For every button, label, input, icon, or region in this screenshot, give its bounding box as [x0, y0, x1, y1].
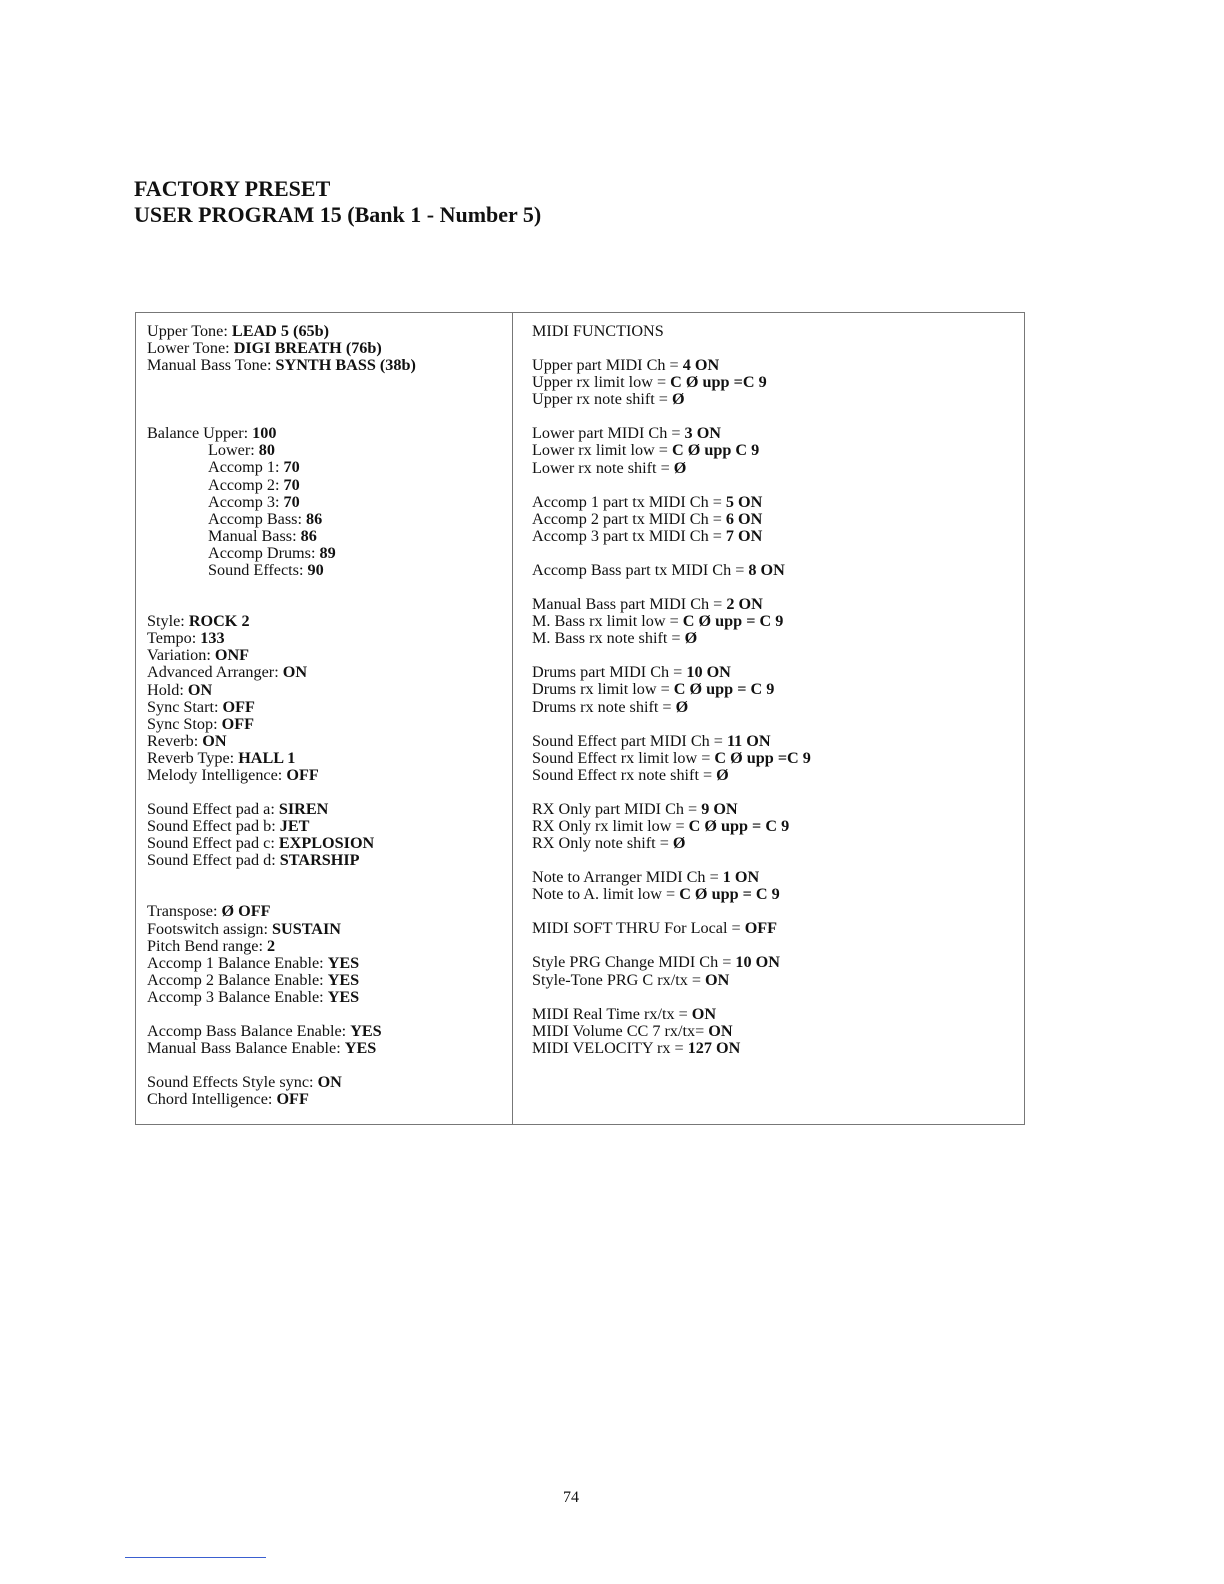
melody-intelligence-setting: Melody Intelligence: OFF — [147, 765, 319, 784]
sound-effect-pad-d: Sound Effect pad d: STARSHIP — [147, 851, 360, 870]
midi-setting-value: 11 ON — [726, 731, 771, 750]
midi-setting-label: M. Bass rx note shift = — [532, 629, 685, 648]
midi-setting-value: C Ø upp = C 9 — [688, 816, 790, 835]
midi-setting-value: 10 ON — [735, 953, 780, 972]
midi-setting-row — [532, 460, 1018, 477]
sound-effect-pad-b: Sound Effect pad b: JET — [147, 817, 310, 836]
upper-tone: Upper Tone: LEAD 5 (65b) — [147, 322, 330, 340]
balance-accomp-bass: Accomp Bass: 86 — [208, 509, 323, 528]
midi-setting-value: Ø — [672, 834, 686, 853]
midi-setting-row — [532, 733, 1018, 750]
midi-setting-row — [532, 767, 1018, 784]
midi-setting-value: C Ø upp = C 9 — [682, 612, 784, 631]
right-column — [532, 323, 1018, 1057]
transpose-setting: Transpose: Ø OFF — [147, 902, 271, 921]
midi-setting-label: Sound Effect rx note shift = — [532, 765, 717, 784]
midi-setting-value: C Ø upp = C 9 — [673, 680, 775, 699]
accomp-1-balance-enable: Accomp 1 Balance Enable: YES — [147, 953, 360, 972]
midi-setting-label: Sound Effect part MIDI Ch = — [532, 731, 727, 750]
midi-setting-value: Ø — [684, 629, 698, 648]
midi-setting-label: Drums rx note shift = — [532, 697, 676, 716]
midi-setting-label: RX Only rx limit low = — [532, 816, 689, 835]
group-spacer — [532, 340, 1018, 357]
midi-setting-label: RX Only note shift = — [532, 834, 673, 853]
midi-setting-row — [532, 442, 1018, 459]
sound-effects-style-sync: Sound Effects Style sync: ON — [147, 1073, 342, 1092]
balance-sound-effects: Sound Effects: 90 — [208, 561, 324, 580]
midi-setting-label: Sound Effect rx limit low = — [532, 748, 715, 767]
midi-setting-row — [532, 664, 1018, 681]
page-number: 74 — [563, 1489, 579, 1506]
manual-bass-balance-enable: Manual Bass Balance Enable: YES — [147, 1039, 377, 1058]
midi-setting-row — [532, 1023, 1018, 1040]
hold-setting: Hold: ON — [147, 680, 213, 699]
midi-setting-label: MIDI Volume CC 7 rx/tx= — [532, 1021, 709, 1040]
accomp-3-balance-enable: Accomp 3 Balance Enable: YES — [147, 987, 360, 1006]
midi-setting-row — [532, 954, 1018, 971]
balance-accomp-drums: Accomp Drums: 89 — [208, 543, 336, 562]
midi-setting-value: 3 ON — [684, 424, 721, 443]
chord-intelligence-setting: Chord Intelligence: OFF — [147, 1090, 309, 1109]
midi-setting-label: Accomp Bass part tx MIDI Ch = — [532, 560, 749, 579]
midi-functions-heading: MIDI FUNCTIONS — [532, 322, 664, 340]
midi-setting-row — [532, 494, 1018, 511]
sync-stop-setting: Sync Stop: OFF — [147, 714, 255, 733]
midi-setting-label: Accomp 3 part tx MIDI Ch = — [532, 526, 726, 545]
midi-setting-row — [532, 801, 1018, 818]
midi-setting-value: Ø — [673, 458, 687, 477]
title-line-1: FACTORY PRESET — [134, 176, 331, 201]
midi-setting-value: 7 ON — [725, 526, 763, 545]
sound-effect-pad-c: Sound Effect pad c: EXPLOSION — [147, 834, 375, 853]
midi-setting-label: Lower rx limit low = — [532, 441, 672, 460]
midi-settings-list — [532, 340, 1018, 1057]
group-spacer — [532, 408, 1018, 425]
midi-setting-row — [532, 699, 1018, 716]
midi-setting-value: 5 ON — [725, 492, 763, 511]
variation-setting: Variation: ONF — [147, 646, 250, 665]
group-spacer — [532, 903, 1018, 920]
accomp-2-balance-enable: Accomp 2 Balance Enable: YES — [147, 970, 360, 989]
midi-setting-value: 127 ON — [687, 1038, 741, 1057]
reverb-type-setting: Reverb Type: HALL 1 — [147, 748, 296, 767]
style-setting: Style: ROCK 2 — [147, 612, 250, 631]
midi-setting-label: RX Only part MIDI Ch = — [532, 799, 702, 818]
accomp-bass-balance-enable: Accomp Bass Balance Enable: YES — [147, 1022, 382, 1040]
balance-lower: Lower: 80 — [208, 441, 275, 460]
midi-setting-row — [532, 374, 1018, 391]
midi-setting-value: Ø — [716, 765, 729, 784]
midi-setting-row — [532, 1040, 1018, 1057]
advanced-arranger-setting: Advanced Arranger: ON — [147, 663, 308, 682]
midi-setting-row — [532, 835, 1018, 852]
midi-setting-row — [532, 391, 1018, 408]
manual-bass-tone: Manual Bass Tone: SYNTH BASS (38b) — [147, 356, 416, 375]
group-spacer — [532, 989, 1018, 1006]
midi-setting-row — [532, 972, 1018, 989]
settings-table — [135, 312, 1025, 1125]
midi-setting-value: 4 ON — [682, 356, 720, 375]
midi-setting-label: Lower part MIDI Ch = — [532, 424, 685, 443]
balance-accomp-1: Accomp 1: 70 — [208, 458, 300, 477]
midi-setting-value: ON — [708, 1021, 733, 1040]
sound-effect-pad-a: Sound Effect pad a: SIREN — [147, 800, 329, 819]
midi-setting-label: Drums part MIDI Ch = — [532, 663, 687, 682]
page-title — [134, 176, 541, 228]
midi-setting-label: Drums rx limit low = — [532, 680, 674, 699]
reverb-setting: Reverb: ON — [147, 731, 227, 750]
midi-setting-row — [532, 750, 1018, 767]
tempo-setting: Tempo: 133 — [147, 629, 225, 648]
midi-setting-label: MIDI SOFT THRU For Local = — [532, 919, 745, 938]
group-spacer — [532, 477, 1018, 494]
midi-setting-value: 9 ON — [701, 799, 738, 818]
midi-setting-label: Upper rx limit low = — [532, 373, 671, 392]
midi-setting-row — [532, 425, 1018, 442]
midi-setting-label: Upper part MIDI Ch = — [532, 356, 683, 375]
midi-setting-row — [532, 511, 1018, 528]
midi-setting-label: Style-Tone PRG C rx/tx = — [532, 970, 706, 989]
midi-setting-row — [532, 818, 1018, 835]
footswitch-setting: Footswitch assign: SUSTAIN — [147, 919, 341, 938]
midi-setting-row — [532, 357, 1018, 374]
midi-setting-value: C Ø upp C 9 — [671, 441, 760, 460]
midi-setting-value: 8 ON — [748, 560, 785, 579]
lower-tone: Lower Tone: DIGI BREATH (76b) — [147, 339, 382, 358]
footer-rule — [125, 1557, 266, 1558]
midi-setting-value: C Ø upp =C 9 — [714, 748, 811, 767]
midi-setting-row — [532, 681, 1018, 698]
group-spacer — [532, 937, 1018, 954]
midi-setting-label: Style PRG Change MIDI Ch = — [532, 953, 736, 972]
midi-setting-value: ON — [705, 970, 730, 989]
midi-setting-label: Manual Bass part MIDI Ch = — [532, 595, 727, 614]
midi-setting-row — [532, 596, 1018, 613]
midi-setting-value: Ø — [671, 390, 685, 409]
midi-setting-row — [532, 1006, 1018, 1023]
group-spacer — [532, 545, 1018, 562]
midi-setting-label: Accomp 2 part tx MIDI Ch = — [532, 509, 726, 528]
midi-setting-value: 10 ON — [686, 663, 731, 682]
midi-setting-value: C Ø upp = C 9 — [679, 885, 780, 904]
midi-setting-value: Ø — [675, 697, 689, 716]
midi-setting-value: 6 ON — [725, 509, 763, 528]
pitch-bend-setting: Pitch Bend range: 2 — [147, 936, 276, 955]
midi-setting-row — [532, 613, 1018, 630]
group-spacer — [532, 852, 1018, 869]
left-column — [147, 323, 507, 1108]
midi-setting-label: M. Bass rx limit low = — [532, 612, 683, 631]
midi-setting-row — [532, 886, 1018, 903]
balance-manual-bass: Manual Bass: 86 — [208, 526, 317, 545]
midi-setting-label: Note to Arranger MIDI Ch = — [532, 868, 723, 887]
balance-upper: Balance Upper: 100 — [147, 424, 277, 443]
midi-setting-label: MIDI VELOCITY rx = — [532, 1038, 688, 1057]
midi-setting-label: Upper rx note shift = — [532, 390, 672, 409]
midi-setting-row — [532, 920, 1018, 937]
midi-setting-row — [532, 630, 1018, 647]
midi-setting-label: Accomp 1 part tx MIDI Ch = — [532, 492, 726, 511]
group-spacer — [532, 716, 1018, 733]
midi-setting-label: MIDI Real Time rx/tx = — [532, 1004, 692, 1023]
midi-setting-value: ON — [691, 1004, 717, 1023]
balance-accomp-2: Accomp 2: 70 — [208, 475, 300, 494]
midi-setting-value: 2 ON — [726, 595, 763, 614]
balance-accomp-3: Accomp 3: 70 — [208, 492, 300, 511]
midi-setting-value: OFF — [744, 919, 778, 938]
midi-setting-row — [532, 562, 1018, 579]
column-divider — [512, 313, 513, 1124]
midi-setting-row — [532, 528, 1018, 545]
midi-setting-label: Note to A. limit low = — [532, 885, 680, 904]
midi-setting-label: Lower rx note shift = — [532, 458, 674, 477]
title-line-2: USER PROGRAM 15 (Bank 1 - Number 5) — [134, 202, 542, 227]
sync-start-setting: Sync Start: OFF — [147, 697, 255, 716]
midi-setting-value: C Ø upp =C 9 — [670, 373, 767, 392]
group-spacer — [532, 647, 1018, 664]
group-spacer — [532, 784, 1018, 801]
group-spacer — [532, 579, 1018, 596]
midi-setting-row — [532, 869, 1018, 886]
midi-setting-value: 1 ON — [722, 868, 760, 887]
